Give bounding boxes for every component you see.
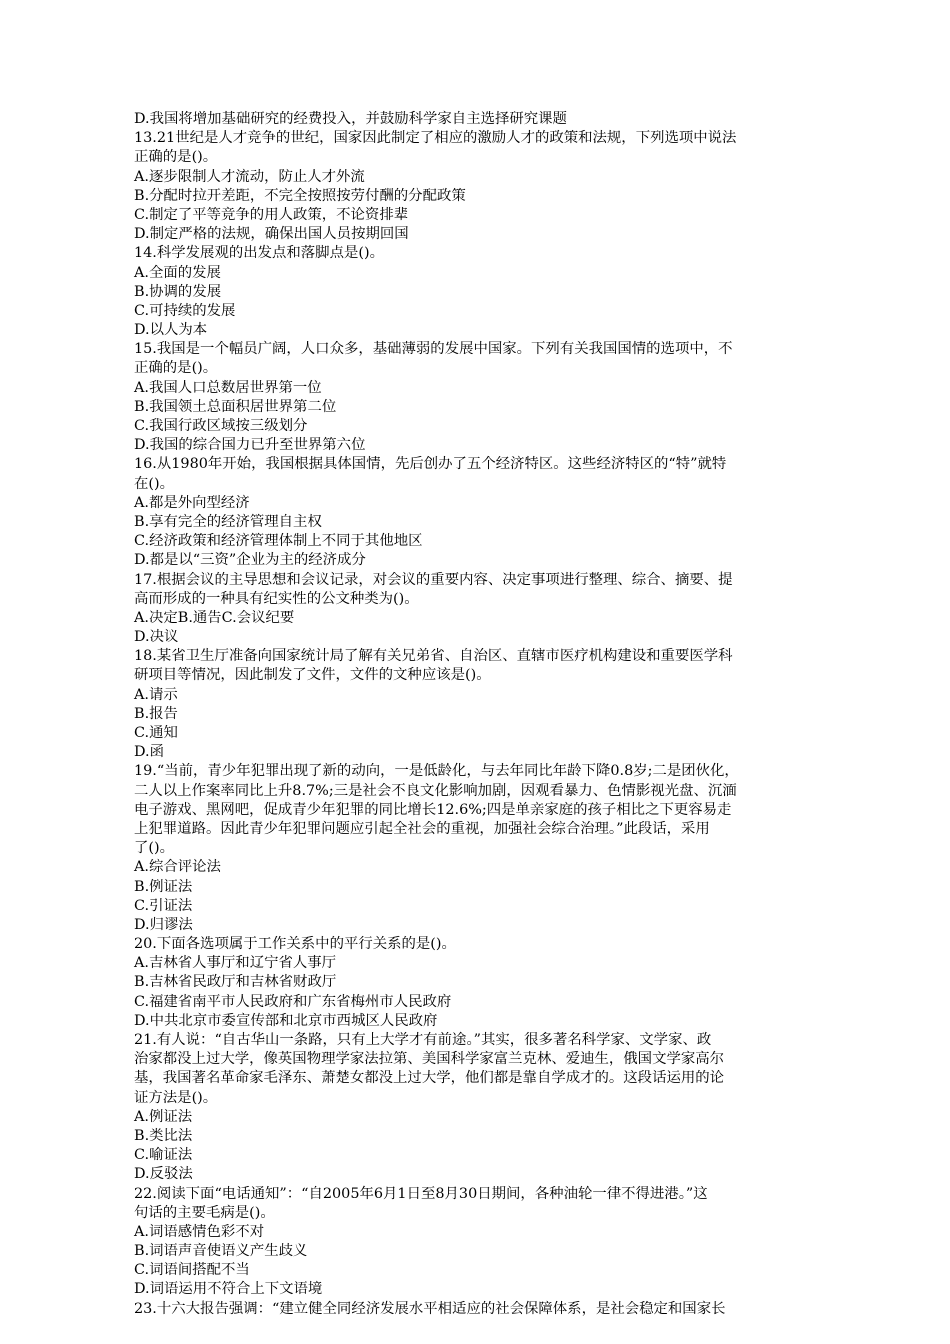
text-line: 22.阅读下面“电话通知”：“自2005年6月1日至8月30日期间，各种油轮一律不得进港。”这 — [134, 1185, 708, 1202]
text-line: A.综合评论法 — [134, 859, 221, 876]
text-line: 18.某省卫生厅准备向国家统计局了解有关兄弟省、自治区、直辖市医疗机构建设和重要医学科 — [134, 648, 733, 665]
text-line: C.经济政策和经济管理体制上不同于其他地区 — [134, 533, 423, 550]
text-line: 上犯罪道路。因此青少年犯罪问题应引起全社会的重视，加强社会综合治理。”此段话，采用 — [134, 820, 710, 837]
text-line: A.词语感情色彩不对 — [134, 1223, 265, 1240]
text-line: 正确的是()。 — [134, 149, 218, 166]
text-line: 20.下面各选项属于工作关系中的平行关系的是()。 — [134, 936, 456, 953]
text-line: B.我国领土总面积居世界第二位 — [134, 398, 337, 415]
document-page — [134, 110, 834, 1319]
text-line: 证方法是()。 — [134, 1089, 218, 1106]
text-line: D.决议 — [134, 629, 179, 646]
text-line: D.我国的综合国力已升至世界第六位 — [134, 437, 366, 454]
text-line: D.函 — [134, 744, 164, 761]
text-line: C.通知 — [134, 725, 178, 741]
text-line: C.可持续的发展 — [134, 302, 236, 319]
text-line: B.吉林省民政厅和吉林省财政厅 — [134, 974, 337, 991]
text-line: A.例证法 — [134, 1108, 193, 1125]
text-line: B.例证法 — [134, 878, 193, 895]
text-line: 14.科学发展观的出发点和落脚点是()。 — [134, 245, 384, 262]
text-line: A.我国人口总数居世界第一位 — [134, 379, 322, 396]
text-line: A.决定B.通告C.会议纪要 — [134, 609, 295, 626]
text-line: B.享有完全的经济管理自主权 — [134, 513, 322, 530]
text-line: D.都是以“三资”企业为主的经济成分 — [134, 552, 366, 569]
text-line: 基，我国著名革命家毛泽东、萧楚女都没上过大学，他们都是靠自学成才的。这段话运用的论 — [134, 1070, 725, 1087]
text-line: 17.根据会议的主导思想和会议记录，对会议的重要内容、决定事项进行整理、综合、摘要、提 — [134, 571, 733, 588]
text-line: 电子游戏、黑网吧，促成青少年犯罪的同比增长12.6%;四是单亲家庭的孩子相比之下更容易走 — [134, 801, 732, 818]
text-line: C.我国行政区域按三级划分 — [134, 418, 308, 434]
text-line: 了()。 — [134, 840, 175, 857]
text-line: D.归谬法 — [134, 916, 193, 933]
text-line: 高而形成的一种具有纪实性的公文种类为()。 — [134, 590, 419, 607]
text-line: B.词语声音使语义产生歧义 — [134, 1243, 308, 1260]
text-line: 15.我国是一个幅员广阔，人口众多，基础薄弱的发展中国家。下列有关我国国情的选项中，不 — [134, 341, 733, 358]
text-line: 13.21世纪是人才竞争的世纪，国家因此制定了相应的激励人才的政策和法规，下列选项中说法 — [134, 130, 737, 147]
text-line: 23.十六大报告强调：“建立健全同经济发展水平相适应的社会保障体系，是社会稳定和国家长 — [134, 1300, 726, 1317]
text-line: B.类比法 — [134, 1127, 193, 1144]
text-line: 研项目等情况，因此制发了文件，文件的文种应该是()。 — [134, 667, 491, 684]
text-line: 二人以上作案率同比上升8.7%;三是社会不良文化影响加剧，因观看暴力、色情影视光盘、沉湎 — [134, 782, 737, 799]
text-line: A.都是外向型经济 — [134, 494, 250, 511]
text-line: C.福建省南平市人民政府和广东省梅州市人民政府 — [134, 993, 452, 1010]
text-line: 治家都没上过大学，像英国物理学家法拉第、美国科学家富兰克林、爱迪生，俄国文学家高尔 — [134, 1051, 725, 1068]
text-line: A.请示 — [134, 686, 178, 703]
text-line: A.逐步限制人才流动，防止人才外流 — [134, 168, 365, 185]
text-line: C.词语间搭配不当 — [134, 1262, 250, 1279]
text-line: D.词语运用不符合上下文语境 — [134, 1281, 323, 1298]
text-line: B.协调的发展 — [134, 283, 222, 300]
text-line: 16.从1980年开始，我国根据具体国情，先后创办了五个经济特区。这些经济特区的“特”就特 — [134, 456, 727, 473]
text-line: 在()。 — [134, 475, 175, 492]
text-line: 21.有人说：“自古华山一条路，只有上大学才有前途。”其实，很多著名科学家、文学家、政 — [134, 1032, 712, 1048]
text-line: B.分配时拉开差距，不完全按照按劳付酬的分配政策 — [134, 187, 466, 204]
text-line: C.制定了平等竞争的用人政策，不论资排辈 — [134, 206, 409, 223]
text-line: D.以人为本 — [134, 322, 208, 339]
text-line: A.全面的发展 — [134, 264, 221, 281]
text-line: D.我国将增加基础研究的经费投入，并鼓励科学家自主选择研究课题 — [134, 111, 567, 127]
text-line: C.喻证法 — [134, 1147, 193, 1164]
text-line: 19.“当前，青少年犯罪出现了新的动向，一是低龄化，与去年同比年龄下降0.8岁;二是团伙化， — [134, 763, 739, 780]
text-line: B.报告 — [134, 705, 178, 722]
text-line: C.引证法 — [134, 897, 193, 914]
text-line: 正确的是()。 — [134, 360, 218, 377]
text-line: 句话的主要毛病是()。 — [134, 1204, 275, 1221]
text-line: D.制定严格的法规，确保出国人员按期回国 — [134, 226, 409, 243]
text-line: D.反驳法 — [134, 1166, 193, 1183]
text-line: D.中共北京市委宣传部和北京市西城区人民政府 — [134, 1012, 438, 1029]
text-line: A.吉林省人事厅和辽宁省人事厅 — [134, 955, 337, 972]
